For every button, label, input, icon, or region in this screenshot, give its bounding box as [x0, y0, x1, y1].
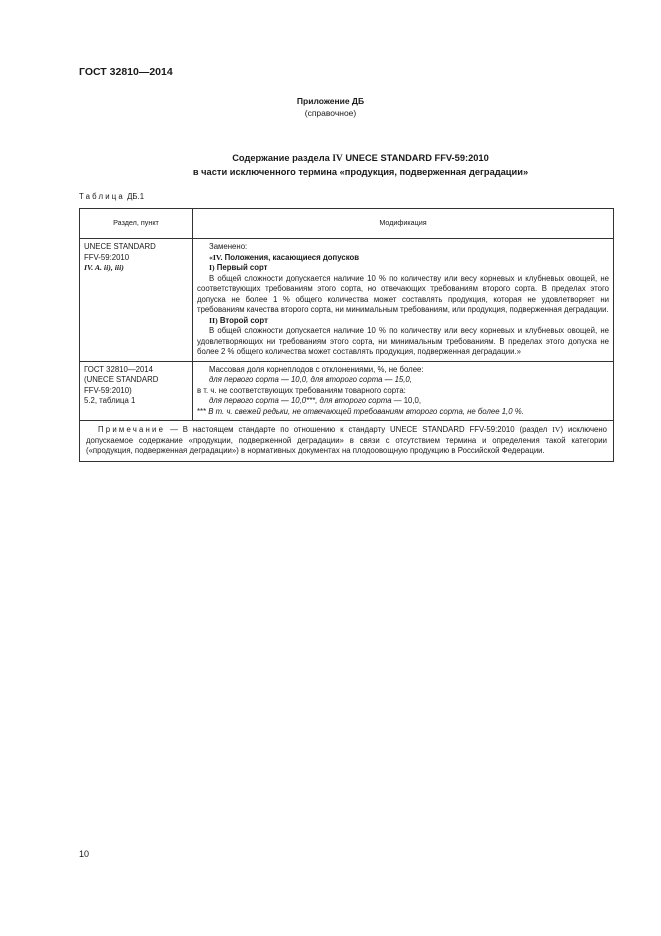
reference-line: FFV-59:2010) [84, 385, 132, 395]
replaced-label: Заменено: [209, 242, 248, 251]
section-title-line2: в части исключенного термина «продукция, подверженная деградации» [192, 167, 529, 177]
table-label [79, 192, 144, 201]
reference-line: FFV-59:2010 [84, 252, 130, 262]
second-grade-paragraph: В общей сложности допускается наличие 10 % по количеству или весу корневых и клубневых овощей, не удовлетворяющих ни требованиям этого сорта, ни минимальным требованиям. В пределах этого допуска не более 2 % общего количества может составлять продукция, подверженная деградации.» [197, 326, 609, 356]
modification-table [79, 208, 614, 462]
heading-roman: «IV. [209, 252, 223, 262]
tolerance-heading [197, 253, 609, 264]
footnote-text: В т. ч. свежей редьки, не отвечающей требованиям второго сорта, не более 1,0 %. [206, 406, 524, 416]
reference-clause: IV. A. ii), iii) [84, 263, 124, 272]
section-title-suffix: UNECE STANDARD FFV-59:2010 [342, 153, 489, 163]
sub-roman: I) [209, 263, 215, 272]
heading-text: Положения, касающиеся допусков [222, 252, 360, 262]
content-line [197, 396, 609, 407]
sub-text: Второй сорт [217, 315, 268, 325]
reference-line: 5.2, таблица 1 [84, 396, 136, 405]
sub-roman: II) [209, 315, 218, 325]
first-grade-heading [197, 263, 609, 274]
content-line: для первого сорта — 10,0, для второго сорта — 15,0, [209, 375, 412, 384]
section-title-roman: IV [332, 154, 343, 164]
appendix-subtitle: (справочное) [304, 108, 357, 118]
note-label: Примечание [98, 425, 166, 434]
section-title-line1 [60, 152, 661, 166]
section-title [60, 152, 661, 179]
reference-line: (UNECE STANDARD [84, 375, 159, 384]
section-title-prefix: Содержание раздела [232, 153, 333, 163]
modification-cell [193, 239, 614, 362]
note-text: ) исключено допускаемое содержание «продукции, подверженной деградации» в связи с отсутствием термина и определения такой категории («продукция, подверженная деградации») в нормативных документах на плодоовощную продукцию в Российской Федерации. [86, 425, 607, 455]
footnote-mark: *** [197, 406, 207, 416]
content-italic: для первого сорта — 10,0***, для второго сорта [209, 396, 392, 405]
section-reference-cell [80, 361, 193, 421]
appendix-title: Приложение ДБ [296, 96, 365, 106]
sub-text: Первый сорт [214, 263, 268, 272]
document-header: ГОСТ 32810—2014 [79, 66, 173, 78]
page-number: 10 [79, 849, 90, 859]
second-grade-heading [197, 316, 609, 327]
column-header-modification: Модификация [193, 209, 614, 239]
content-line: Массовая доля корнеплодов с отклонениями, %, не более: [209, 364, 424, 374]
content-plain: — 10,0, [391, 396, 422, 405]
section-reference-cell [80, 239, 193, 362]
note-text: — В настоящем стандарте по отношению к стандарту UNECE STANDARD FFV-59:2010 (раздел [165, 425, 553, 434]
table-row [80, 239, 614, 362]
content-line: в т. ч. не соответствующих требованиям товарного сорта: [197, 385, 406, 395]
reference-line: UNECE STANDARD [84, 242, 156, 251]
table-label-word: Таблица [79, 192, 125, 201]
first-grade-paragraph: В общей сложности допускается наличие 10 % по количеству или весу корневых и клубневых овощей, не соответствующих требованиям этого сорта, но отвечающих требованиям второго сорта. В пределах этого допуска не более 1 % общего количества может составлять продукция, которая не удовлетворяет ни требованиям качества второго сорта, ни минимальным требованиям, или продукция, подверженная деградации. [197, 273, 609, 314]
table-row [80, 361, 614, 421]
footnote [197, 407, 609, 418]
table-header-row [80, 209, 614, 239]
reference-line: ГОСТ 32810—2014 [84, 364, 153, 374]
table-label-number: ДБ.1 [124, 192, 145, 201]
note-cell [80, 421, 614, 462]
column-header-section: Раздел, пункт [80, 209, 193, 239]
appendix-heading [0, 95, 661, 119]
note-roman: IV [552, 425, 561, 434]
modification-cell [193, 361, 614, 421]
note-row [80, 421, 614, 462]
